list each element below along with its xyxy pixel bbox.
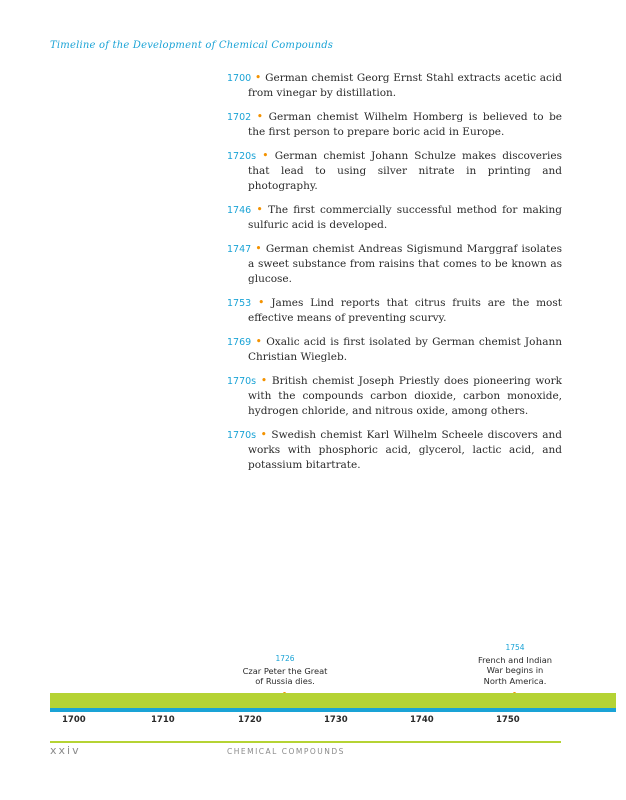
- entry-year: 1753: [227, 298, 252, 309]
- entry-text: German chemist Johann Schulze makes discoveries that lead to using silver nitrate in printing and photography.: [248, 150, 562, 192]
- timeline-entry: [227, 373, 562, 419]
- entry-year: 1770s: [227, 376, 257, 387]
- entry-year: 1770s: [227, 430, 257, 441]
- timeline-tick-1730: 1730: [324, 715, 348, 725]
- bullet-icon: •: [258, 296, 265, 309]
- entry-text: James Lind reports that citrus fruits are the most effective means of preventing scurvy.: [248, 297, 562, 324]
- running-head: Timeline of the Development of Chemical Compounds: [50, 40, 334, 51]
- bullet-icon: •: [255, 335, 262, 348]
- event-text-line: French and Indian: [477, 654, 553, 665]
- bullet-icon: •: [255, 242, 262, 255]
- timeline-tick-1740: 1740: [410, 715, 434, 725]
- timeline-entry: [227, 202, 562, 233]
- footer-rule: [50, 741, 561, 743]
- bullet-icon: •: [262, 149, 269, 162]
- bullet-icon: •: [256, 110, 264, 123]
- bullet-icon: •: [260, 374, 268, 387]
- event-text-line: War begins in: [486, 665, 544, 675]
- entry-text: Swedish chemist Karl Wilhelm Scheele discovers and works with phosphoric acid, glycerol, lactic acid, and potassium bitartrate.: [248, 429, 562, 471]
- entry-year: 1700: [227, 73, 252, 84]
- timeline-entry: [227, 148, 562, 194]
- bullet-icon: •: [254, 71, 262, 84]
- entry-text: British chemist Joseph Priestly does pioneering work with the compounds carbon dioxide, carbon monoxide, hydrogen chloride, and nitrous oxide, among others.: [248, 375, 563, 417]
- timeline-entry: [227, 70, 562, 101]
- event-text-line: North America.: [483, 675, 547, 686]
- timeline-entry: [227, 109, 562, 140]
- timeline-tick-1710: 1710: [151, 715, 175, 725]
- timeline-band: [50, 693, 616, 708]
- entry-text: Oxalic acid is first isolated by German chemist Johann Christian Wiegleb.: [248, 336, 563, 363]
- entry-year: 1720s: [227, 151, 257, 162]
- entry-year: 1769: [227, 337, 252, 348]
- timeline-entry: [227, 427, 562, 473]
- footer-book-title: CHEMICAL COMPOUNDS: [227, 747, 345, 756]
- event-year: 1726: [275, 654, 295, 663]
- entry-year: 1702: [227, 112, 252, 123]
- timeline-event-1726: [230, 654, 340, 687]
- timeline-tick-1750: 1750: [496, 715, 520, 725]
- page-number: xxiv: [50, 744, 81, 757]
- timeline-event-1754: [462, 643, 568, 686]
- entry-year: 1747: [227, 244, 252, 255]
- bullet-icon: •: [260, 428, 268, 441]
- event-year: 1754: [505, 643, 525, 652]
- timeline-entry: [227, 295, 562, 326]
- entry-text: German chemist Wilhelm Homberg is believed to be the first person to prepare boric acid in Europe.: [248, 111, 563, 138]
- entry-year: 1746: [227, 205, 252, 216]
- entry-text: German chemist Georg Ernst Stahl extracts acetic acid from vinegar by distillation.: [248, 72, 562, 99]
- entry-text: The first commercially successful method for making sulfuric acid is developed.: [248, 204, 562, 231]
- timeline-rule: [50, 708, 616, 712]
- bullet-icon: •: [256, 203, 263, 216]
- timeline-entry: [227, 334, 562, 365]
- timeline-entries: [227, 70, 562, 481]
- timeline-entry: [227, 241, 562, 287]
- timeline-tick-1700: 1700: [62, 715, 86, 725]
- event-text-line: of Russia dies.: [255, 676, 315, 686]
- event-text-line: Czar Peter the Great: [242, 665, 328, 676]
- timeline-tick-1720: 1720: [238, 715, 262, 725]
- entry-text: German chemist Andreas Sigismund Marggraf isolates a sweet substance from raisins that comes to be known as glucose.: [248, 243, 562, 285]
